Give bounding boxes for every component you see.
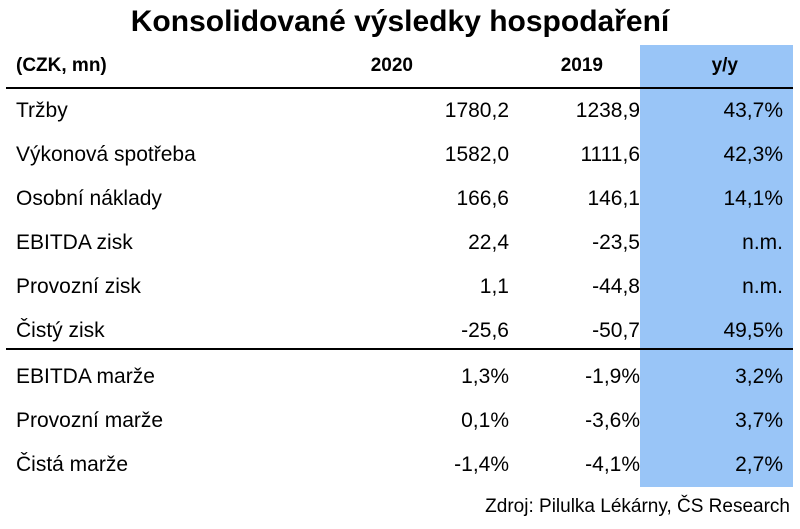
- row-label: Tržby: [16, 99, 68, 122]
- page-title: Konsolidované výsledky hospodaření: [130, 5, 670, 38]
- table-row: [6, 355, 793, 399]
- table-row: [6, 133, 793, 177]
- value-2019: 1111,6: [580, 143, 640, 166]
- row-label: EBITDA marže: [16, 365, 155, 388]
- value-2019: -44,8: [592, 275, 640, 298]
- source-note: Zdroj: Pilulka Lékárny, ČS Research: [485, 496, 790, 517]
- value-2020: 166,6: [456, 187, 509, 210]
- value-2020: 22,4: [468, 231, 509, 254]
- table-row: [6, 221, 793, 265]
- value-2020: 1582,0: [444, 143, 509, 166]
- row-label: Provozní zisk: [16, 275, 141, 298]
- value-yy: 14,1%: [723, 187, 783, 210]
- value-2020: 1,1: [479, 275, 509, 298]
- value-yy: 2,7%: [735, 453, 783, 476]
- value-yy: 3,7%: [735, 409, 783, 432]
- value-2019: 1238,9: [575, 99, 640, 122]
- value-2019: 146,1: [587, 187, 640, 210]
- row-label: Osobní náklady: [16, 187, 162, 210]
- table-row: [6, 265, 793, 309]
- value-2019: -1,9%: [585, 365, 640, 388]
- row-label: EBITDA zisk: [16, 231, 133, 254]
- value-2019: -23,5: [592, 231, 640, 254]
- header-unit-label: (CZK, mn): [16, 55, 107, 76]
- row-label: Čistý zisk: [16, 319, 105, 342]
- value-2020: 0,1%: [461, 409, 509, 432]
- value-2020: -25,6: [461, 319, 509, 342]
- value-yy: 49,5%: [723, 319, 783, 342]
- value-2020: 1,3%: [461, 365, 509, 388]
- margins-divider: [6, 348, 793, 350]
- table-header-row: [6, 45, 793, 87]
- table-row: [6, 309, 793, 353]
- value-2019: -50,7: [592, 319, 640, 342]
- header-2019: 2019: [560, 55, 603, 76]
- table-row: [6, 399, 793, 443]
- value-2019: -3,6%: [585, 409, 640, 432]
- row-label: Výkonová spotřeba: [16, 143, 196, 166]
- value-yy: 43,7%: [723, 99, 783, 122]
- table-row: [6, 443, 793, 487]
- value-yy: n.m.: [742, 275, 783, 298]
- value-yy: 42,3%: [723, 143, 783, 166]
- value-2019: -4,1%: [585, 453, 640, 476]
- value-yy: 3,2%: [735, 365, 783, 388]
- table-row: [6, 89, 793, 133]
- header-2020: 2020: [370, 55, 413, 76]
- row-label: Provozní marže: [16, 409, 164, 432]
- value-2020: -1,4%: [454, 453, 509, 476]
- table-row: [6, 177, 793, 221]
- value-2020: 1780,2: [444, 99, 509, 122]
- row-label: Čistá marže: [16, 453, 129, 476]
- value-yy: n.m.: [742, 231, 783, 254]
- header-yy: y/y: [711, 55, 738, 76]
